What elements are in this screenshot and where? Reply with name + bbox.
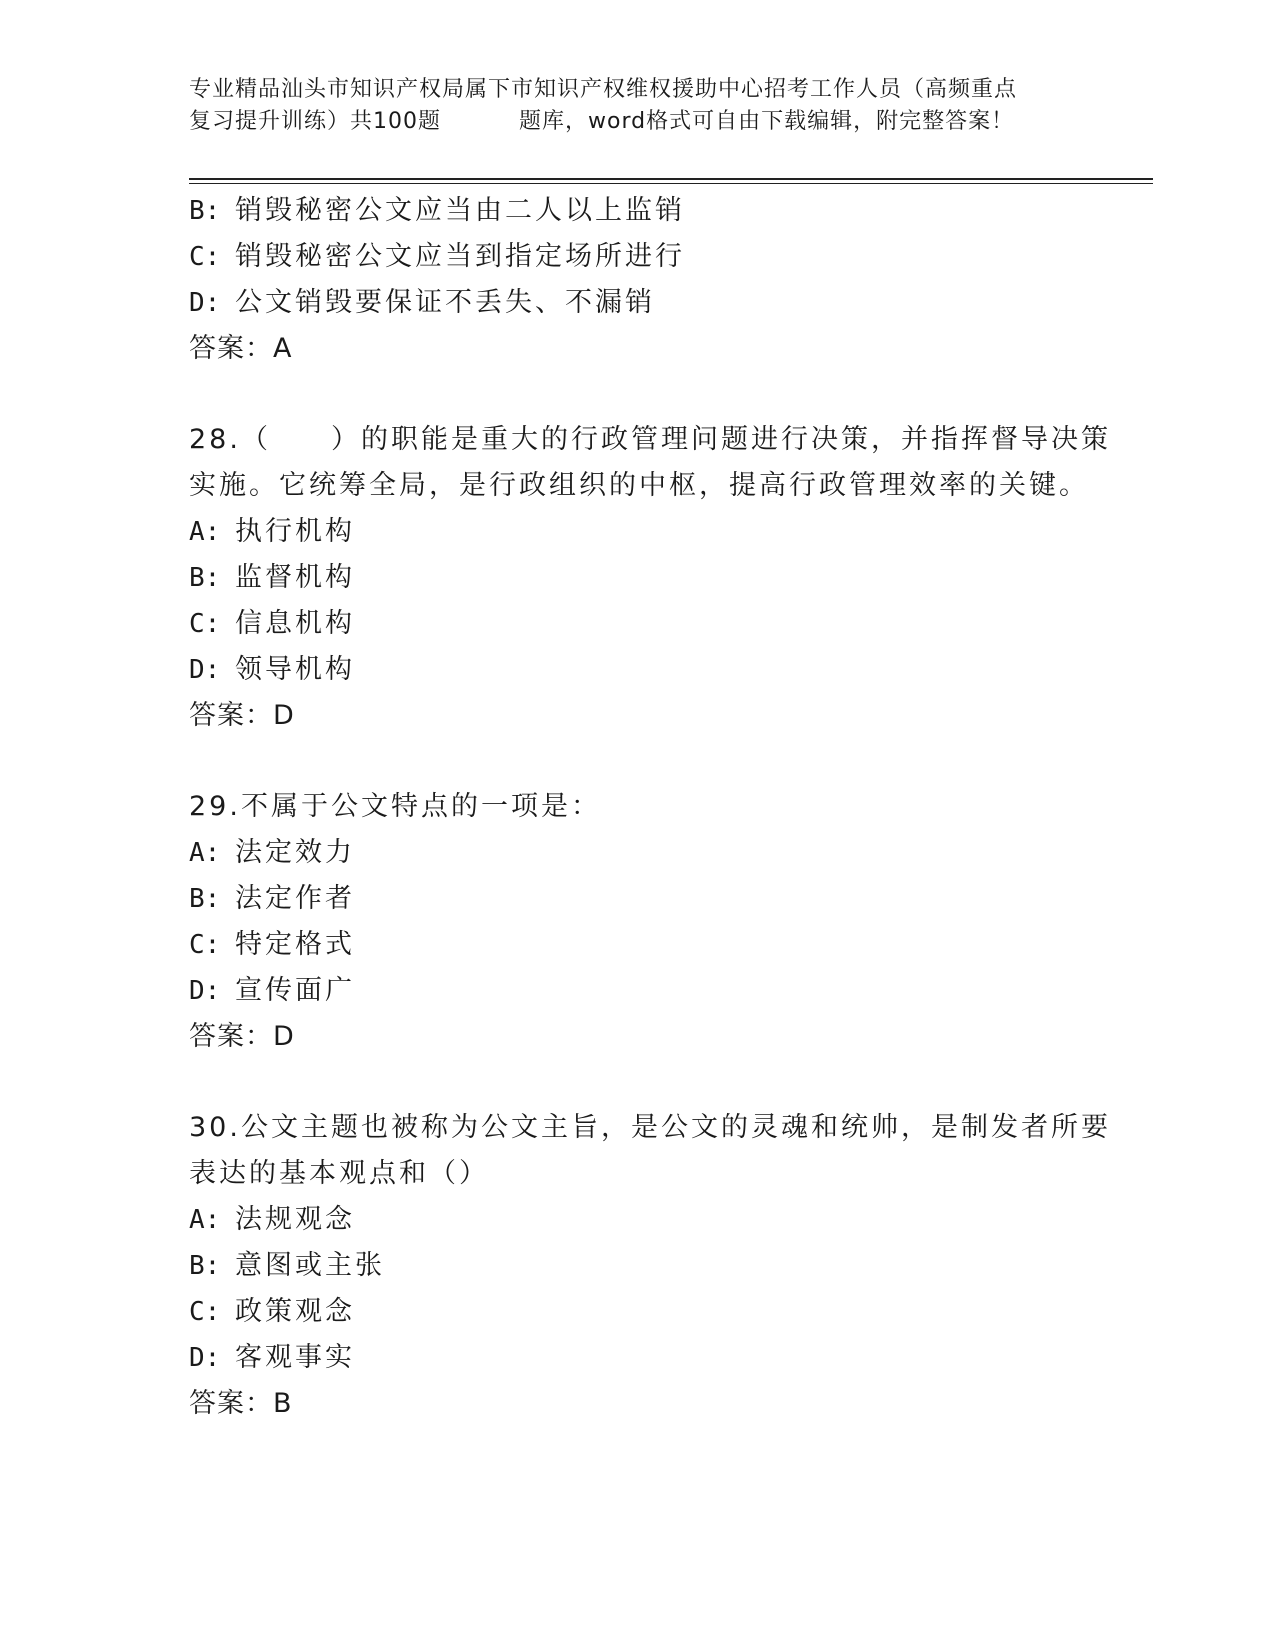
answer-line <box>189 1014 1089 1060</box>
option-letter: C: <box>189 1297 221 1327</box>
option-c <box>189 922 1089 968</box>
question-27-continued <box>189 188 1089 372</box>
option-d <box>189 647 1089 693</box>
option-letter: A: <box>189 517 221 547</box>
header-divider-thick <box>189 178 1153 180</box>
answer-value: D <box>273 1021 295 1052</box>
header-divider-thin <box>189 183 1153 184</box>
option-a <box>189 509 1089 555</box>
option-letter: D: <box>189 1343 221 1373</box>
option-a <box>189 1197 1089 1243</box>
option-letter: C: <box>189 242 221 272</box>
question-text-line: 30.公文主题也被称为公文主旨，是公文的灵魂和统帅，是制发者所要 <box>189 1112 1111 1143</box>
answer-label: 答案： <box>189 1021 273 1052</box>
header-line-2-right: 题库，word格式可自由下载编辑，附完整答案！ <box>519 109 1015 134</box>
page-header <box>189 74 1089 138</box>
answer-value: A <box>273 333 293 364</box>
option-d <box>189 968 1089 1014</box>
option-letter: D: <box>189 655 221 685</box>
option-letter: C: <box>189 930 221 960</box>
question-text-line: 29.不属于公文特点的一项是： <box>189 791 601 822</box>
question-text-line: 28.（ ）的职能是重大的行政管理问题进行决策，并指挥督导决策 <box>189 424 1111 455</box>
header-line-2-left: 复习提升训练）共100题 <box>189 109 441 134</box>
option-text: 政策观念 <box>235 1296 355 1327</box>
answer-label: 答案： <box>189 1388 273 1419</box>
option-letter: B: <box>189 196 221 226</box>
option-text: 执行机构 <box>235 516 355 547</box>
option-letter: D: <box>189 976 221 1006</box>
option-d <box>189 1335 1089 1381</box>
option-letter: A: <box>189 1205 221 1235</box>
header-line-1: 专业精品汕头市知识产权局属下市知识产权维权援助中心招考工作人员（高频重点 <box>189 77 1018 102</box>
option-letter: D: <box>189 288 221 318</box>
option-text: 信息机构 <box>235 608 355 639</box>
answer-label: 答案： <box>189 700 273 731</box>
answer-line <box>189 1381 1089 1427</box>
question-text-line: 表达的基本观点和（） <box>189 1158 489 1189</box>
option-text: 宣传面广 <box>235 975 355 1006</box>
option-text: 特定格式 <box>235 929 355 960</box>
option-text: 监督机构 <box>235 562 355 593</box>
option-b <box>189 1243 1089 1289</box>
answer-label: 答案： <box>189 333 273 364</box>
option-text: 法定作者 <box>235 883 355 914</box>
option-text: 销毁秘密公文应当到指定场所进行 <box>235 241 685 272</box>
option-c <box>189 234 1089 280</box>
question-list <box>189 188 1111 1427</box>
answer-line <box>189 326 1089 372</box>
question-28 <box>189 417 1111 739</box>
answer-line <box>189 693 1089 739</box>
option-letter: B: <box>189 563 221 593</box>
option-letter: B: <box>189 1251 221 1281</box>
question-30 <box>189 1105 1111 1427</box>
option-text: 法定效力 <box>235 837 355 868</box>
option-b <box>189 555 1089 601</box>
option-letter: A: <box>189 838 221 868</box>
option-b <box>189 188 1089 234</box>
option-text: 意图或主张 <box>235 1250 385 1281</box>
option-a <box>189 830 1089 876</box>
option-letter: B: <box>189 884 221 914</box>
question-text-line: 实施。它统筹全局，是行政组织的中枢，提高行政管理效率的关键。 <box>189 470 1089 501</box>
question-29 <box>189 784 1089 1060</box>
option-text: 客观事实 <box>235 1342 355 1373</box>
option-b <box>189 876 1089 922</box>
option-d <box>189 280 1089 326</box>
option-text: 公文销毁要保证不丢失、不漏销 <box>235 287 655 318</box>
answer-value: B <box>273 1388 293 1419</box>
option-text: 销毁秘密公文应当由二人以上监销 <box>235 195 685 226</box>
header-line-2 <box>189 106 1089 138</box>
option-c <box>189 1289 1089 1335</box>
answer-value: D <box>273 700 295 731</box>
option-letter: C: <box>189 609 221 639</box>
option-text: 法规观念 <box>235 1204 355 1235</box>
option-text: 领导机构 <box>235 654 355 685</box>
option-c <box>189 601 1089 647</box>
